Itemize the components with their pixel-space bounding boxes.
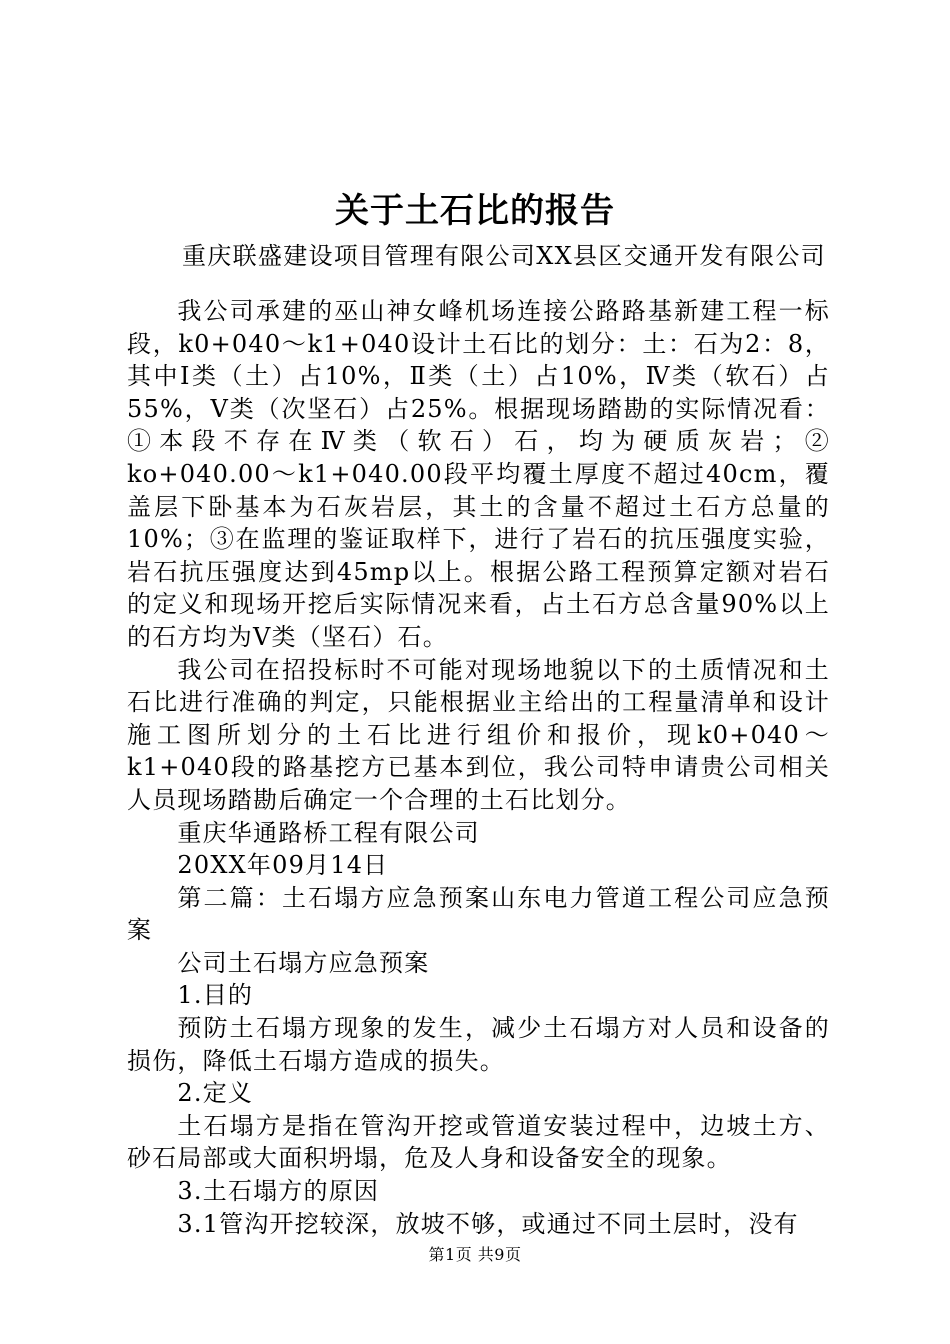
signature-date: 20XX年09月14日 (177, 851, 389, 880)
document-title: 关于土石比的报告 (335, 191, 615, 231)
heading-definition: 2.定义 (177, 1079, 254, 1108)
signature-company: 重庆华通路桥工程有限公司 (177, 818, 480, 847)
document-body (127, 295, 830, 1240)
paragraph-request: 我公司在招投标时不可能对现场地貌以下的土质情况和土石比进行准确的判定，只能根据业主给出的工程量清单和设计施工图所划分的土石比进行组价和报价，现k0+040～k1+040段的路基挖方已基本到位，我公司特申请贵公司相关人员现场踏勘后确定一个合理的土石比划分。 (127, 655, 830, 814)
plan-title: 公司土石塌方应急预案 (177, 948, 430, 977)
heading-causes: 3.土石塌方的原因 (177, 1177, 380, 1206)
paragraph-site-assessment: 我公司承建的巫山神女峰机场连接公路路基新建工程一标段，k0+040～k1+040设计土石比的划分：土：石为2：8，其中Ⅰ类（土）占10%，Ⅱ类（土）占10%，Ⅳ类（软石）占55%，Ⅴ类（次坚石）占25%。根据现场踏勘的实际情况看：①本段不存在Ⅳ类（软石）石，均为硬质灰岩；② ko+040.00～k1+040.00段平均覆土厚度不超过40cm，覆盖层下卧基本为石灰岩层，其土的含量不超过土石方总量的10%；③在监理的鉴证取样下，进行了岩石的抗压强度实验，岩石抗压强度达到45mp以上。根据公路工程预算定额对岩石的定义和现场开挖后实际情况来看，占土石方总含量90%以上的石方均为Ⅴ类（坚石）石。 (127, 297, 830, 651)
paragraph-purpose: 预防土石塌方现象的发生，减少土石塌方对人员和设备的损伤，降低土石塌方造成的损失。 (127, 1014, 830, 1075)
heading-purpose: 1.目的 (177, 981, 254, 1010)
section-heading-part2: 第二篇：土石塌方应急预案山东电力管道工程公司应急预案 (127, 883, 830, 945)
document-subtitle: 重庆联盛建设项目管理有限公司XX县区交通开发有限公司 (182, 242, 826, 270)
page-footer: 第1页 共9页 (428, 1245, 522, 1264)
paragraph-definition: 土石塌方是指在管沟开挖或管道安装过程中，边坡土方、砂石局部或大面积坍塌，危及人身和设备安全的现象。 (127, 1111, 830, 1173)
paragraph-cause-1: 3.1管沟开挖较深，放坡不够，或通过不同土层时，没有 (177, 1209, 799, 1238)
